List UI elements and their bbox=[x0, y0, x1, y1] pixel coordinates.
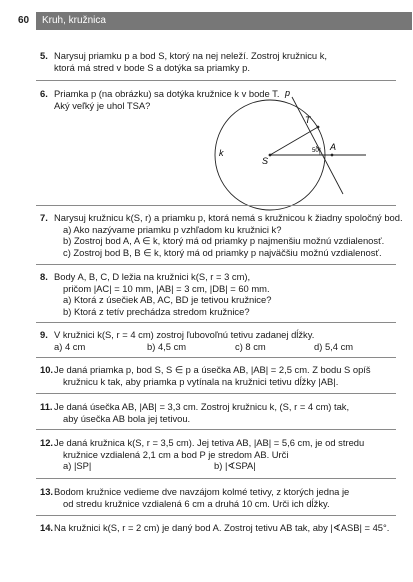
label-k: k bbox=[219, 148, 224, 158]
divider bbox=[36, 357, 396, 358]
label-S: S bbox=[262, 156, 269, 166]
exercise-number: 8. bbox=[40, 271, 48, 282]
label-T: T bbox=[305, 115, 311, 125]
option-b: b) |∢SPA| bbox=[214, 460, 256, 471]
divider bbox=[36, 393, 396, 394]
exercise-number: 9. bbox=[40, 329, 48, 340]
exercise-text: ktorá má stred v bode S a dotýka sa priamky p. bbox=[54, 61, 250, 73]
label-p: p bbox=[285, 88, 291, 98]
divider bbox=[36, 264, 396, 265]
exercise-text: aby úsečka AB bola jej tetivou. bbox=[63, 412, 191, 424]
radius-ST bbox=[270, 127, 318, 155]
exercise-text: kružnice vzdialená 2,1 cm a bod P je stredom AB. Urči bbox=[63, 448, 289, 460]
exercise-text: Narysuj priamku p a bod S, ktorý na nej neleží. Zostroj kružnicu k, bbox=[54, 50, 328, 61]
option-a: a) 4 cm bbox=[54, 340, 86, 352]
exercise-number: 7. bbox=[40, 212, 48, 223]
label-A: A bbox=[330, 142, 337, 152]
exercise-text: Je daná priamka p, bod S, S ∈ p a úsečka AB, |AB| = 2,5 cm. Z bodu S opíš bbox=[54, 364, 371, 375]
point-S bbox=[269, 154, 272, 157]
option-c: c) 8 cm bbox=[235, 340, 266, 352]
exercise-text: Aký veľký je uhol TSA? bbox=[54, 99, 151, 111]
exercise-number: 5. bbox=[40, 50, 48, 61]
exercise-text: Je daná úsečka AB, |AB| = 3,3 cm. Zostroj kružnicu k, (S, r = 4 cm) tak, bbox=[54, 401, 350, 412]
exercise-text: pričom |AC| = 10 mm, |AB| = 3 cm, |DB| = 60 mm. bbox=[63, 282, 270, 294]
page-number: 60 bbox=[18, 15, 30, 26]
exercise-text: Priamka p (na obrázku) sa dotýka kružnice k v bode T. bbox=[54, 88, 280, 99]
option-d: d) 5,4 cm bbox=[314, 340, 354, 352]
angle-label: 50° bbox=[312, 148, 322, 154]
exercise-number: 13. bbox=[40, 486, 54, 497]
exercise-number: 11. bbox=[40, 401, 53, 412]
option-b: b) 4,5 cm bbox=[147, 340, 187, 352]
exercise-number: 6. bbox=[40, 88, 48, 99]
exercise-text: Je daná kružnica k(S, r = 3,5 cm). Jej tetiva AB, |AB| = 5,6 cm, je od stredu bbox=[54, 437, 365, 448]
chapter-title: Kruh, kružnica bbox=[42, 15, 106, 26]
exercise-text: od stredu kružnice vzdialená 6 cm a druhá 10 cm. Urči ich dĺžky. bbox=[63, 497, 330, 509]
exercise-text: V kružnici k(S, r = 4 cm) zostroj ľubovoľnú tetivu zadanej dĺžky. bbox=[54, 329, 315, 340]
divider bbox=[36, 205, 396, 206]
point-T bbox=[317, 126, 320, 129]
divider bbox=[36, 515, 396, 516]
exercise-text: Narysuj kružnicu k(S, r) a priamku p, ktorá nemá s kružnicou k žiadny spoločný bod. bbox=[54, 212, 403, 223]
exercise-number: 14. bbox=[40, 522, 54, 533]
exercise-subquestion: a) Ako nazývame priamku p vzhľadom ku kružnici k? bbox=[63, 223, 282, 235]
exercise-text: kružnicu k tak, aby priamka p vytínala na kružnici tetivu dĺžky |AB|. bbox=[63, 375, 339, 387]
exercise-subquestion: b) Zostroj bod A, A ∈ k, ktorý má od priamky p najmenšiu možnú vzdialenosť. bbox=[63, 235, 385, 246]
exercise-text: Body A, B, C, D ležia na kružnici k(S, r = 3 cm), bbox=[54, 271, 251, 282]
divider bbox=[36, 322, 396, 323]
exercise-subquestion: a) Ktorá z úsečiek AB, AC, BD je tetivou kružnice? bbox=[63, 294, 272, 305]
divider bbox=[36, 478, 396, 479]
exercise-subquestion: b) Ktorá z tetív prechádza stredom kružnice? bbox=[63, 305, 250, 317]
exercise-subquestion: c) Zostroj bod B, B ∈ k, ktorý má od priamky p najväčšiu možnú vzdialenosť. bbox=[63, 246, 382, 258]
exercise-text: Bodom kružnice vedieme dve navzájom kolmé tetivy, z ktorých jedna je bbox=[54, 486, 350, 497]
option-a: a) |SP| bbox=[63, 460, 92, 471]
point-A bbox=[331, 154, 334, 157]
exercise-text: Na kružnici k(S, r = 2 cm) je daný bod A. Zostroj tetivu AB tak, aby |∢ASB| = 45°. bbox=[54, 522, 390, 533]
exercise-number: 10. bbox=[40, 364, 54, 375]
divider bbox=[36, 429, 396, 430]
exercise-number: 12. bbox=[40, 437, 54, 448]
